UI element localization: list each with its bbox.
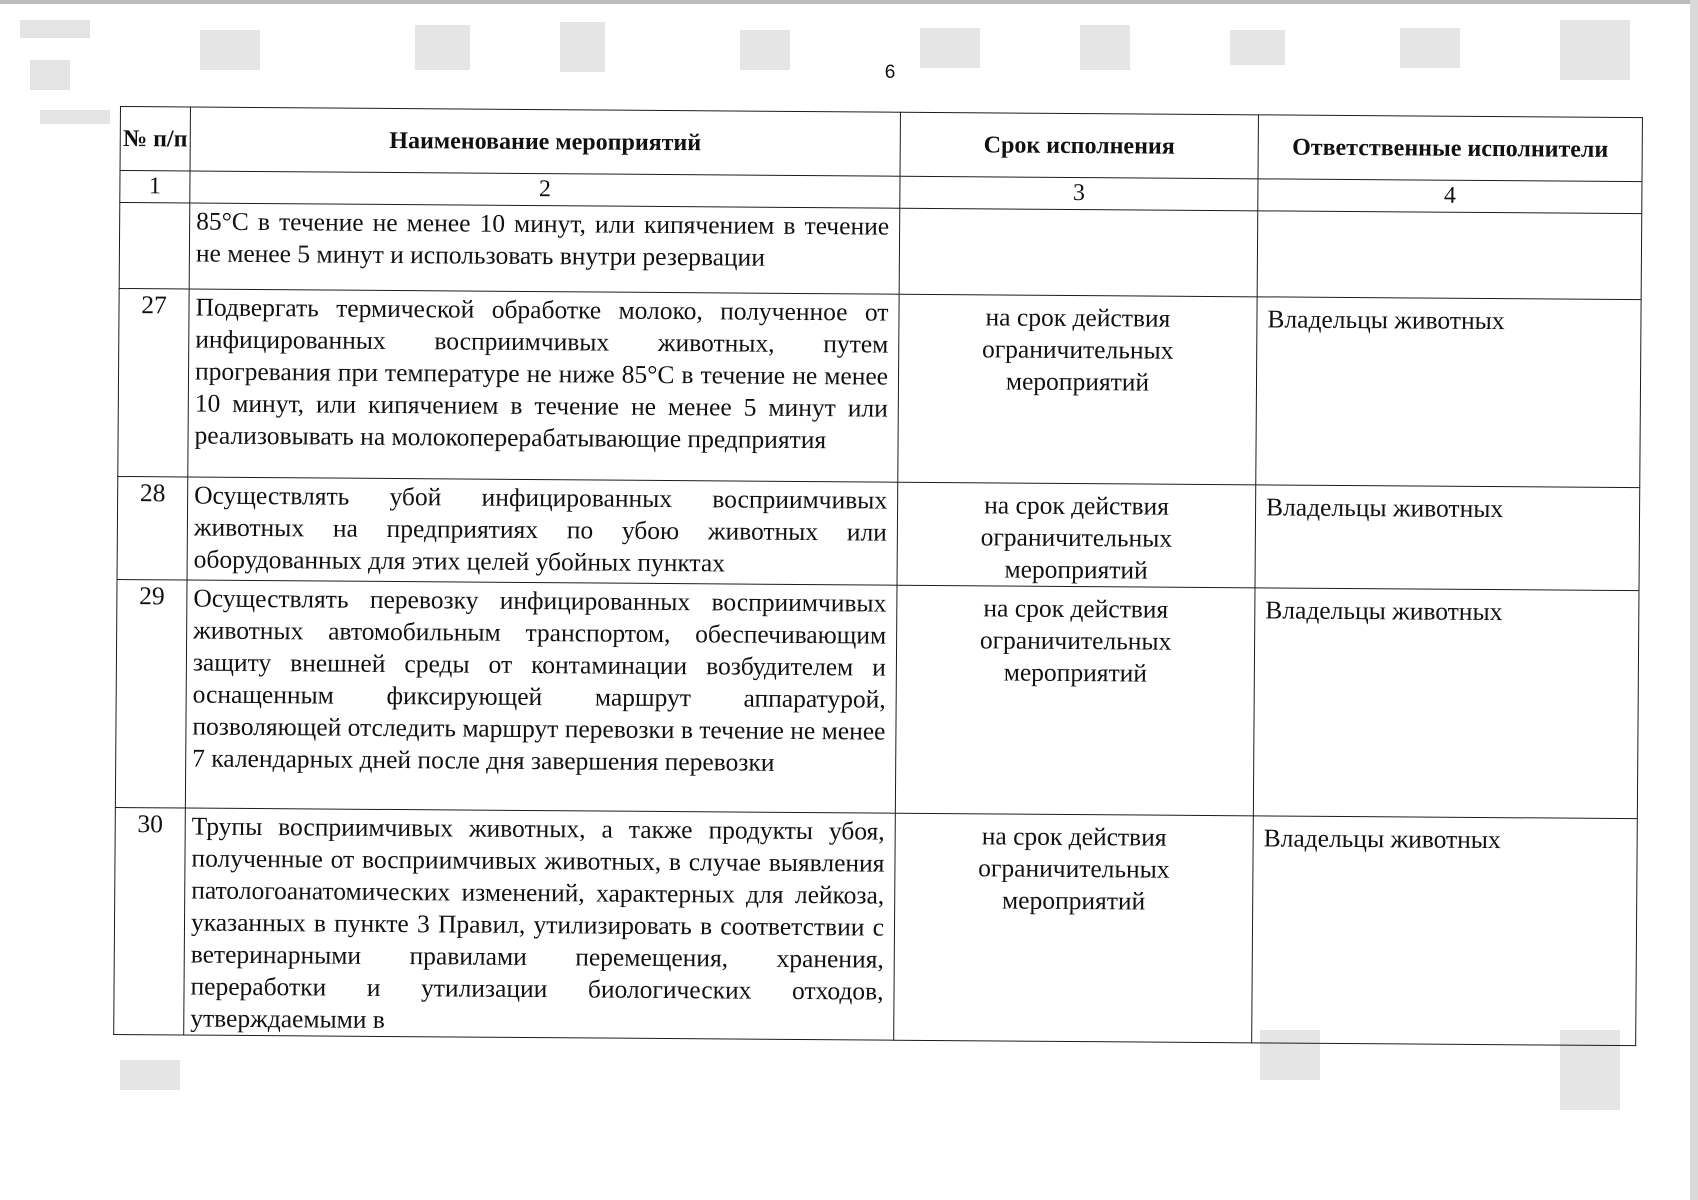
row-description: Трупы восприимчивых животных, а также продукты убоя, полученные от восприимчивых животных, в случае выявления патологоанатомических изменений, характерных для лейкоза, указанных в пункте 3 Правил, утилизировать в соответствии с ветеринарными правилами перемещения, хранения, переработки и утилизации биологических отходов, утверждаемыми в xyxy=(184,808,896,1040)
header-name: Наименование мероприятий xyxy=(190,107,900,176)
row-term: на срок действия ограничительных мероприятий xyxy=(895,585,1255,816)
table-row xyxy=(119,203,1642,300)
row-number: 30 xyxy=(114,807,186,1035)
page-number: 6 xyxy=(884,62,896,83)
row-description: Подвергать термической обработке молоко, полученное от инфицированных восприимчивых животных, путем прогревания при температуре не ниже 85°C в течение не менее 10 минут, или кипячением в течение не менее 5 минут или реализовывать на молокоперерабатывающие предприятия xyxy=(188,289,899,482)
row-responsible: Владельцы животных xyxy=(1253,588,1639,819)
row-term xyxy=(899,208,1258,297)
column-number: 2 xyxy=(190,171,900,208)
table-row xyxy=(115,579,1639,818)
row-term: на срок действия ограничительных мероприятий xyxy=(894,813,1254,1043)
row-responsible: Владельцы животных xyxy=(1256,297,1641,488)
row-number: 27 xyxy=(118,288,189,477)
row-term: на срок действия ограничительных мероприятий xyxy=(898,294,1257,485)
measures-table xyxy=(113,106,1643,1046)
row-number: 28 xyxy=(117,476,188,580)
row-description: 85°C в течение не менее 10 минут, или кипячением в течение не менее 5 минут и использовать внутри резервации xyxy=(189,203,900,294)
column-number: 3 xyxy=(900,176,1258,211)
table-row xyxy=(114,807,1638,1045)
header-num: № п/п xyxy=(120,107,190,172)
row-number: 29 xyxy=(115,579,187,808)
row-term: на срок действия ограничительных мероприятий xyxy=(897,482,1256,588)
row-responsible: Владельцы животных xyxy=(1255,485,1640,591)
header-term: Срок исполнения xyxy=(900,112,1258,179)
column-number: 4 xyxy=(1258,179,1642,214)
row-responsible xyxy=(1257,211,1642,300)
row-number xyxy=(119,203,190,290)
header-resp: Ответственные исполнители xyxy=(1258,115,1642,182)
table-row xyxy=(117,476,1640,590)
row-responsible: Владельцы животных xyxy=(1252,816,1638,1046)
column-number: 1 xyxy=(120,171,190,204)
row-description: Осуществлять перевозку инфицированных восприимчивых животных автомобильным транспортом, обеспечивающим защиту внешней среды от контаминации возбудителем и оснащенным фиксирующей маршрут аппаратурой, позволяющей отследить маршрут перевозки в течение не менее 7 календарных дней после дня завершения перевозки xyxy=(185,580,897,813)
table-header-row xyxy=(120,107,1642,182)
table-row xyxy=(118,288,1641,487)
row-description: Осуществлять убой инфицированных восприимчивых животных на предприятиях по убою животных или оборудованных для этих целей убойных пунктах xyxy=(187,477,898,585)
